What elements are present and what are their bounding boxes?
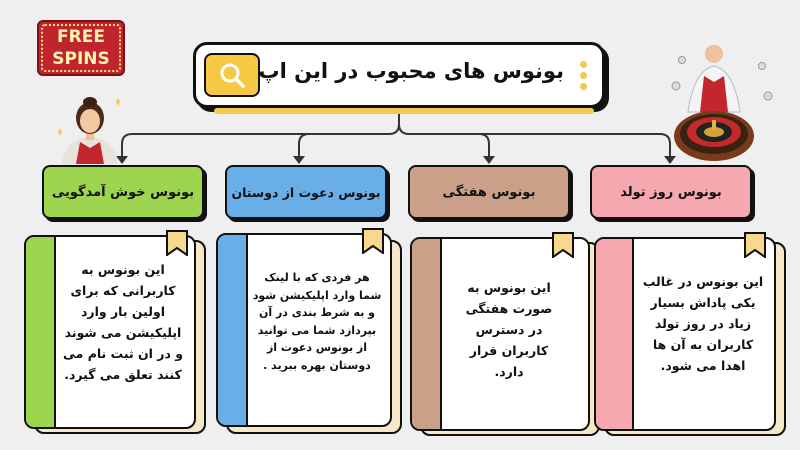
category-label: بونوس هفتگی bbox=[442, 184, 536, 200]
hostess-illustration bbox=[52, 92, 128, 164]
card-description: هر فردی که با لینک شما وارد اپلیکیشن شود و به شرط بندی در آن بپردازد شما می توانید از بونوس دعوت از دوستان بهره ببرید . bbox=[252, 271, 382, 372]
card-color-strip bbox=[412, 239, 442, 429]
bookmark-icon bbox=[362, 228, 384, 254]
bookmark-icon bbox=[166, 230, 188, 256]
card-referral-bonus bbox=[216, 233, 392, 427]
free-spins-line1: FREE bbox=[57, 27, 105, 47]
card-weekly-bonus bbox=[410, 237, 590, 431]
card-description: این بونوس به صورت هفتگی در دسترس کاربران قرار دارد. bbox=[465, 280, 553, 379]
category-welcome-bonus[interactable] bbox=[42, 165, 204, 219]
bookmark-icon bbox=[552, 232, 574, 258]
page-title: بونوس های محبوب در این اپ bbox=[258, 59, 564, 83]
menu-dots-icon bbox=[580, 61, 588, 94]
card-color-strip bbox=[218, 235, 248, 425]
sign-bulbs bbox=[41, 24, 121, 72]
category-weekly-bonus[interactable] bbox=[408, 165, 570, 219]
card-color-strip bbox=[26, 237, 56, 427]
search-icon bbox=[218, 61, 246, 89]
category-label: بونوس دعوت از دوستان bbox=[231, 184, 381, 200]
header-accent-bar bbox=[214, 108, 594, 114]
card-welcome-bonus bbox=[24, 235, 196, 429]
free-spins-sign bbox=[37, 20, 125, 76]
search-button[interactable] bbox=[204, 53, 260, 97]
card-birthday-bonus bbox=[594, 237, 776, 431]
category-label: بونوس روز تولد bbox=[620, 184, 722, 200]
category-label: بونوس خوش آمدگویی bbox=[51, 184, 195, 200]
category-birthday-bonus[interactable] bbox=[590, 165, 752, 219]
bookmark-icon bbox=[744, 232, 766, 258]
header-banner bbox=[193, 42, 605, 108]
free-spins-line2: SPINS bbox=[52, 49, 110, 69]
card-color-strip bbox=[596, 239, 634, 429]
croupier-roulette-illustration bbox=[664, 36, 780, 164]
category-referral-bonus[interactable] bbox=[225, 165, 387, 219]
card-description: این بونوس به کاربرانی که برای اولین بار وارد اپلیکیشن می شوند و در ان ثبت نام می کنند تعلق می گیرد. bbox=[62, 262, 184, 382]
card-description: این بونوس در غالب یکی پاداش بسیار زیاد در روز تولد کاربران به آن ها اهدا می شود. bbox=[642, 274, 764, 373]
